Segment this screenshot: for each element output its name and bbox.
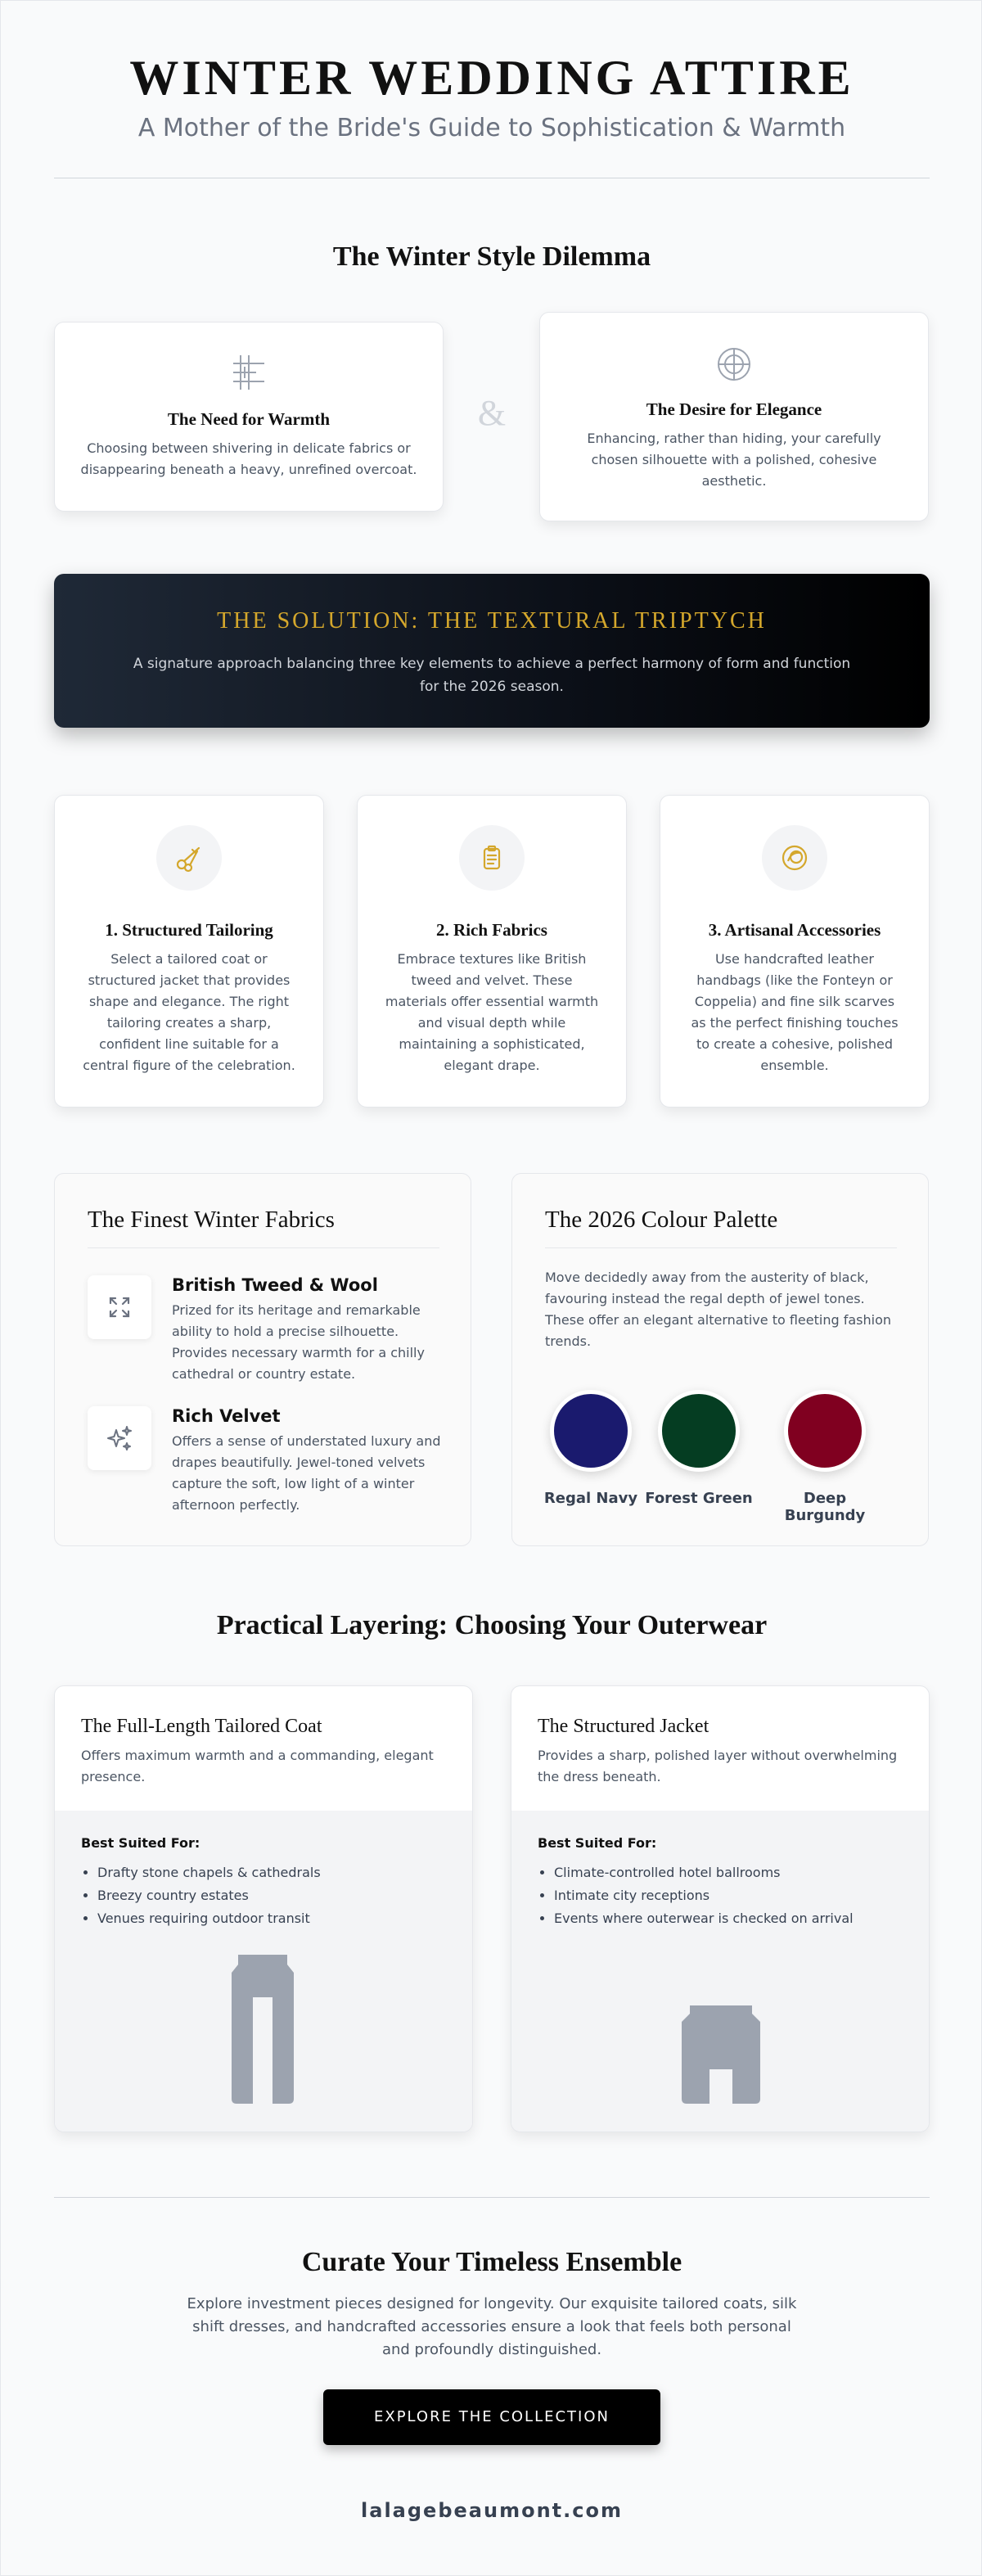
footer-site-link[interactable]: lalagebeaumont.com xyxy=(361,2499,623,2522)
list-item: • Drafty stone chapels & cathedrals xyxy=(97,1861,321,1884)
thermometer-icon xyxy=(228,352,269,393)
page-subtitle: A Mother of the Bride's Guide to Sophistication & Warmth xyxy=(137,114,846,142)
swatch-label: Forest Green xyxy=(645,1490,753,1507)
list-item: • Events where outerwear is checked on arrival xyxy=(554,1907,854,1930)
fabric-text: Offers a sense of understated luxury and drapes beautifully. Jewel-toned velvets capture the soft, low light of a winter afternoon perfectly. xyxy=(172,1433,441,1513)
dilemma-title: The Winter Style Dilemma xyxy=(332,241,651,272)
solution-title: THE SOLUTION: THE TEXTURAL TRIPTYCH xyxy=(217,608,767,634)
outerwear-card-coat xyxy=(54,1685,473,2132)
pillar-title: 1. Structured Tailoring xyxy=(105,920,273,940)
outerwear-text: Offers maximum warmth and a commanding, elegant presence. xyxy=(81,1748,434,1784)
pillar-card-tailoring xyxy=(54,795,324,1108)
solution-banner xyxy=(54,574,930,728)
outerwear-title: The Full-Length Tailored Coat xyxy=(81,1716,322,1737)
palette-text: Move decidedly away from the austerity of black, favouring instead the regal depth of jewel tones. These offer an elegant alternative to fleeting fashion trends. xyxy=(545,1270,891,1349)
globe-icon xyxy=(714,344,755,385)
swatch-forest-green xyxy=(658,1390,740,1472)
elegance-card-title: The Desire for Elegance xyxy=(646,399,822,419)
outerwear-text: Provides a sharp, polished layer without overwhelming the dress beneath. xyxy=(538,1748,898,1784)
warmth-card-title: The Need for Warmth xyxy=(167,409,331,429)
warmth-card-text: Choosing between shivering in delicate fabrics or disappearing beneath a heavy, unrefined overcoat. xyxy=(80,440,417,477)
suited-list xyxy=(554,1861,854,1930)
swatch-label: Deep Burgundy xyxy=(784,1490,866,1524)
fabric-title: Rich Velvet xyxy=(172,1406,281,1426)
divider xyxy=(88,1247,439,1248)
palette-panel xyxy=(511,1173,929,1546)
list-item: • Climate-controlled hotel ballrooms xyxy=(554,1861,854,1884)
sparkle-icon xyxy=(88,1406,151,1470)
pillar-title: 3. Artisanal Accessories xyxy=(708,920,881,940)
outerwear-title: The Structured Jacket xyxy=(538,1716,709,1737)
list-item: • Intimate city receptions xyxy=(554,1884,854,1907)
outerwear-details xyxy=(511,1811,930,2132)
short-jacket-icon xyxy=(678,2005,764,2109)
swatch-label: Regal Navy xyxy=(543,1490,638,1507)
pillar-text: Select a tailored coat or structured jacket that provides shape and elegance. The right tailoring creates a sharp, confident line suitable for a central figure of the celebration. xyxy=(83,951,295,1073)
cta-text: Explore investment pieces designed for longevity. Our exquisite tailored coats, silk shift dresses, and handcrafted accessories ensure a look that feels both personal and profoundly distinguished. xyxy=(187,2295,797,2358)
fabric-title: British Tweed & Wool xyxy=(172,1275,378,1295)
divider xyxy=(545,1247,897,1248)
fabrics-panel xyxy=(54,1173,471,1546)
pillar-text: Use handcrafted leather handbags (like the Fonteyn or Coppelia) and fine silk scarves as the perfect finishing touches to create a cohesive, polished ensemble. xyxy=(691,951,899,1073)
pillar-card-accessories xyxy=(660,795,930,1108)
palette-title: The 2026 Colour Palette xyxy=(545,1207,778,1233)
ampersand-separator: & xyxy=(477,393,507,433)
best-suited-label: Best Suited For: xyxy=(81,1835,200,1851)
fabric-text: Prized for its heritage and remarkable ability to hold a precise silhouette. Provides necessary warmth for a chilly cathedral or country estate. xyxy=(172,1302,425,1382)
brooch-icon xyxy=(762,825,827,891)
explore-collection-button[interactable]: EXPLORE THE COLLECTION xyxy=(323,2389,660,2445)
list-item: • Venues requiring outdoor transit xyxy=(97,1907,321,1930)
long-coat-icon xyxy=(228,1955,297,2109)
elegance-card-text: Enhancing, rather than hiding, your carefully chosen silhouette with a polished, cohesive aesthetic. xyxy=(587,431,881,489)
list-item: • Breezy country estates xyxy=(97,1884,321,1907)
pillar-card-fabrics xyxy=(357,795,627,1108)
layering-title: Practical Layering: Choosing Your Outerwear xyxy=(216,1610,768,1640)
fabrics-title: The Finest Winter Fabrics xyxy=(88,1207,335,1233)
pillar-text: Embrace textures like British tweed and velvet. These materials offer essential warmth and visual depth while maintaining a sophisticated, elegant drape. xyxy=(385,951,599,1073)
swatch-regal-navy xyxy=(550,1390,632,1472)
outerwear-card-jacket xyxy=(511,1685,930,2132)
elegance-card xyxy=(539,312,929,521)
solution-text: A signature approach balancing three key elements to achieve a perfect harmony of form and function for the 2026 season. xyxy=(133,656,851,695)
page-title: WINTER WEDDING ATTIRE xyxy=(129,51,854,105)
scissors-icon xyxy=(156,825,222,891)
pillar-title: 2. Rich Fabrics xyxy=(436,920,547,940)
cta-title: Curate Your Timeless Ensemble xyxy=(301,2247,682,2277)
divider xyxy=(54,2197,930,2198)
best-suited-label: Best Suited For: xyxy=(538,1835,657,1851)
expand-icon xyxy=(88,1275,151,1339)
outerwear-details xyxy=(55,1811,473,2132)
suited-list xyxy=(97,1861,321,1930)
swatch-deep-burgundy xyxy=(784,1390,866,1472)
clipboard-icon xyxy=(459,825,525,891)
